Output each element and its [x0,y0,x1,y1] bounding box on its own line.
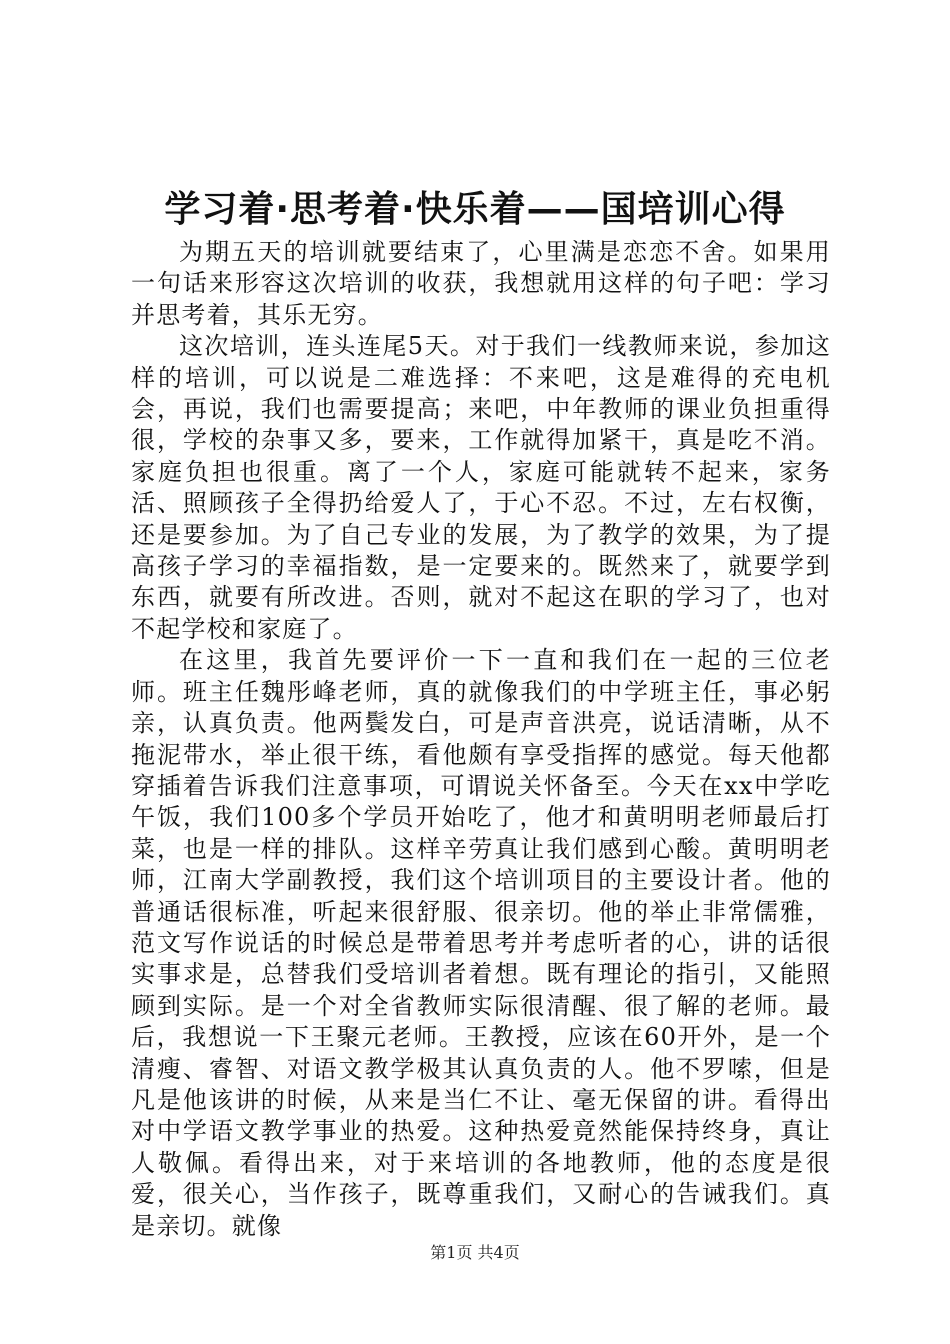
page-footer: 第1页 共4页 [430,1243,520,1262]
paragraph-3: 在这里，我首先要评价一下一直和我们在一起的三位老师。班主任魏彤峰老师，真的就像我们的中学班主任，事必躬亲，认真负责。他两鬓发白，可是声音洪亮，说话清晰，从不拖泥带水，举止很干练，看他颇有享受指挥的感觉。每天他都穿插着告诉我们注意事项，可谓说关怀备至。今天在xx中学吃午饭，我们100多个学员开始吃了，他才和黄明明老师最后打菜，也是一样的排队。这样辛劳真让我们感到心酸。黄明明老师，江南大学副教授，我们这个培训项目的主要设计者。他的普通话很标准，听起来很舒服、很亲切。他的举止非常儒雅，范文写作说话的时候总是带着思考并考虑听者的心，讲的话很实事求是，总替我们受培训者着想。既有理论的指引，又能照顾到实际。是一个对全省教师实际很清醒、很了解的老师。最后，我想说一下王聚元老师。王教授，应该在60开外，是一个清瘦、睿智、对语文教学极其认真负责的人。他不罗嗦，但是凡是他该讲的时候，从来是当仁不让、毫无保留的讲。看得出对中学语文教学事业的热爱。这种热爱竟然能保持终身，真让人敬佩。看得出来，对于来培训的各地教师，他的态度是很爱，很关心，当作孩子，既尊重我们，又耐心的告诫我们。真是亲切。就像 [131,646,831,1240]
document-body [131,237,831,1242]
paragraph-1: 为期五天的培训就要结束了，心里满是恋恋不舍。如果用一句话来形容这次培训的收获，我想就用这样的句子吧：学习并思考着，其乐无穷。 [131,238,831,329]
document-title: 学习着·思考着·快乐着——国培训心得 [164,189,786,230]
paragraph-2: 这次培训，连头连尾5天。对于我们一线教师来说，参加这样的培训，可以说是二难选择：不来吧，这是难得的充电机会，再说，我们也需要提高；来吧，中年教师的课业负担重得很，学校的杂事又多，要来，工作就得加紧干，真是吃不消。家庭负担也很重。离了一个人，家庭可能就转不起来，家务活、照顾孩子全得扔给爱人了，于心不忍。不过，左右权衡，还是要参加。为了自己专业的发展，为了教学的效果，为了提高孩子学习的幸福指数，是一定要来的。既然来了，就要学到东西，就要有所改进。否则，就对不起这在职的学习了，也对不起学校和家庭了。 [131,332,831,643]
